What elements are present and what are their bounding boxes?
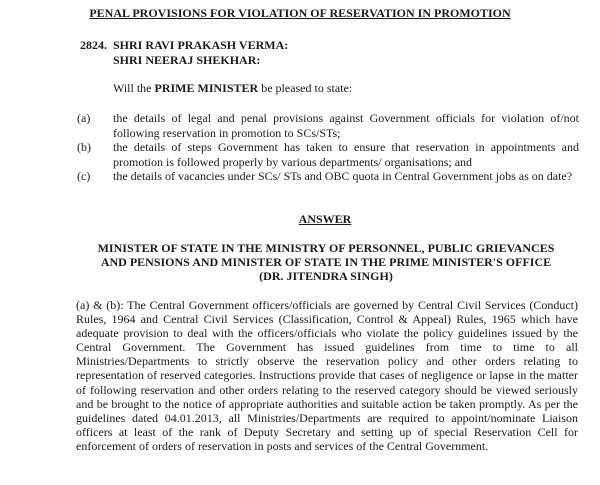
member-name-1: SHRI RAVI PRAKASH VERMA: (113, 38, 289, 52)
item-text: the details of vacancies under SCs/ STs and OBC quota in Central Government jobs as on date? (113, 169, 573, 183)
question-prompt (113, 81, 352, 96)
item-label: (c) (77, 169, 91, 183)
answer-heading: ANSWER (298, 212, 352, 226)
minister-line-1: MINISTER OF STATE IN THE MINISTRY OF PERSONNEL, PUBLIC GRIEVANCES (97, 241, 555, 255)
question-number: 2824. (80, 38, 107, 52)
prompt-prefix: Will the (113, 81, 155, 95)
minister-name: (DR. JITENDRA SINGH) (259, 269, 393, 283)
answer-paragraph: (a) & (b): The Central Government officers/officials are governed by Central Civil Services (Conduct) Rules, 1964 and Central Civil Services (Classification, Control & Appeal) Rules, 1965 which have adequate provision to deal with the officers/officials who violate the policy guidelines issued by the Central Government. The Government has issued guidelines from time to time to all Ministries/Departments to strictly observe the reservation policy and other orders relating to representation of reserved categories. Instructions provide that cases of negligence or lapse in the matter of following reservation and other orders relating to the reserved category should be viewed seriously and be brought to the notice of appropriate authorities and suitable action be taken promptly. As per the guidelines dated 04.01.2013, all Ministries/Departments are required to appoint/nominate Liaison officers at least of the rank of Deputy Secretary and setting up of special Reservation Cell for enforcement of orders of reservation in posts and services of the Central Government. (76, 298, 578, 453)
item-label: (b) (77, 140, 91, 154)
minister-line-2: AND PENSIONS AND MINISTER OF STATE IN THE PRIME MINISTER'S OFFICE (100, 255, 552, 269)
document-title: PENAL PROVISIONS FOR VIOLATION OF RESERVATION IN PROMOTION (89, 6, 511, 20)
member-name-2: SHRI NEERAJ SHEKHAR: (113, 53, 261, 67)
item-text: the details of legal and penal provisions against Government officials for violation of/not following reservation in promotion to SCs/STs; (113, 111, 579, 140)
prompt-suffix: be pleased to state: (258, 81, 353, 95)
prompt-addressee: PRIME MINISTER (154, 81, 259, 95)
item-text: the details of steps Government has taken to ensure that reservation in appointments and promotion is followed properly by various departments/ organisations; and (113, 140, 579, 169)
item-label: (a) (77, 111, 91, 125)
minister-block (76, 241, 576, 283)
